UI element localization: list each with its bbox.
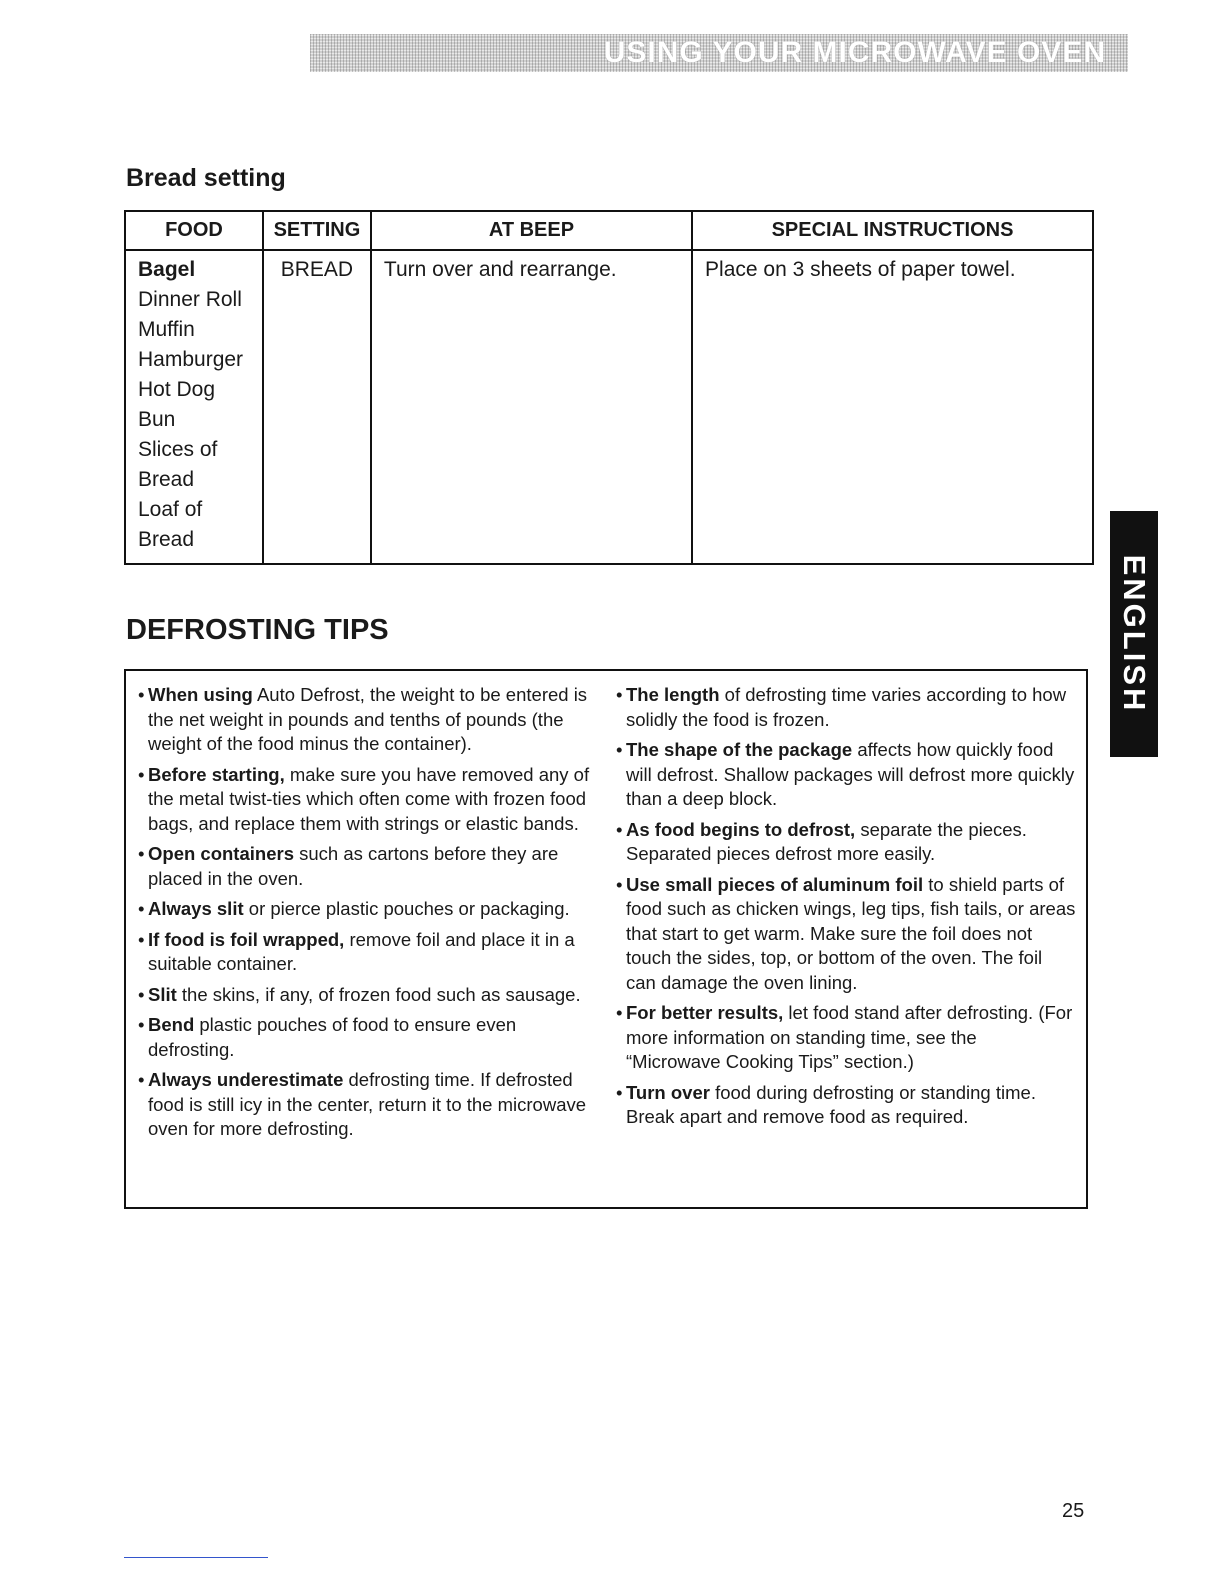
table-header-row (125, 211, 1093, 250)
tip-lead: Always underestimate (148, 1069, 344, 1090)
bullet: • (616, 1002, 623, 1023)
tip-lead: Turn over (626, 1081, 710, 1103)
food-item: Hot Dog (138, 378, 216, 401)
bullet: • (616, 1081, 623, 1103)
bullet: • (138, 684, 145, 705)
list-item (616, 683, 1076, 732)
bullet: • (138, 898, 145, 919)
list-item (616, 1081, 1076, 1130)
footer-divider (124, 1557, 268, 1558)
list-item (138, 1068, 606, 1142)
language-tab (1110, 511, 1158, 757)
tip-lead: As food begins to defrost, (626, 818, 856, 840)
food-item: Bread (138, 528, 195, 551)
tip-lead: When using (148, 684, 253, 705)
list-item (138, 1013, 606, 1062)
list-item (138, 842, 606, 891)
defrosting-tips-box (124, 669, 1088, 1209)
tip-text: food during defrosting or standing time. Break apart and remove food as required. (626, 1081, 1036, 1127)
tip-text: such as cartons before they are placed in the oven. (148, 843, 559, 889)
at-beep-cell: Turn over and rearrange. (371, 250, 692, 564)
food-item: Hamburger (138, 348, 244, 371)
tip-lead: Open containers (148, 843, 294, 864)
page-number: 25 (1062, 1500, 1085, 1522)
tip-text: remove foil and place it in a suitable container. (148, 928, 575, 974)
list-item (616, 738, 1076, 812)
bread-setting-table (124, 210, 1094, 565)
bullet: • (138, 928, 145, 950)
food-item: Bun (138, 408, 176, 431)
bullet: • (616, 818, 623, 840)
tip-lead: The length (626, 684, 720, 705)
tip-text: the skins, if any, of frozen food such as sausage. (176, 983, 581, 1005)
tip-lead: Use small pieces of aluminum foil (626, 873, 924, 895)
food-item: Bagel (138, 258, 196, 281)
bullet: • (138, 1014, 145, 1035)
tip-text: defrosting time. If defrosted food is still icy in the center, return it to the microwave oven for more defrosting. (148, 1069, 587, 1139)
tip-text: let food stand after defrosting. (For more information on standing time, see the “Microwave Cooking Tips” section.) (626, 1002, 1073, 1072)
list-item (138, 897, 606, 922)
tip-text: make sure you have removed any of the metal twist-ties which often come with frozen food bags, and replace them with strings or elastic bands. (148, 763, 590, 834)
tip-text: plastic pouches of food to ensure even defrosting. (148, 1014, 517, 1060)
section-banner (310, 34, 1128, 72)
list-item (138, 763, 606, 837)
tip-lead: Slit (148, 983, 177, 1005)
tip-lead: Always slit (148, 898, 244, 919)
banner-title: USING YOUR MICROWAVE OVEN (603, 36, 1106, 69)
food-cell (125, 250, 263, 564)
list-item (616, 818, 1076, 867)
food-item: Bread (138, 468, 195, 491)
tip-text: affects how quickly food will defrost. Shallow packages will defrost more quickly than a deep block. (626, 739, 1075, 809)
bullet: • (616, 684, 623, 705)
food-item: Dinner Roll (138, 288, 242, 311)
column-header-special-instructions: SPECIAL INSTRUCTIONS (692, 211, 1093, 250)
tip-text: to shield parts of food such as chicken wings, leg tips, fish tails, or areas that start to get warm. Make sure the foil does not touch the sides, top, or bottom of the oven. The foil can damage the oven lining. (626, 873, 1076, 993)
list-item (616, 873, 1076, 996)
bullet: • (616, 873, 623, 895)
list-item (138, 983, 606, 1008)
food-item: Slices of (138, 438, 218, 461)
list-item (138, 928, 606, 977)
bullet: • (138, 843, 145, 864)
bread-setting-title: Bread setting (126, 164, 286, 192)
column-header-setting: SETTING (263, 211, 371, 250)
tip-lead: For better results, (626, 1002, 784, 1023)
language-tab-label: ENGLISH (1117, 554, 1152, 714)
tip-lead: The shape of the package (626, 739, 853, 760)
tips-column-left (138, 683, 606, 1148)
tip-lead: If food is foil wrapped, (148, 928, 345, 950)
list-item (138, 683, 606, 757)
bullet: • (138, 1069, 145, 1090)
defrosting-tips-title: DEFROSTING TIPS (126, 614, 389, 646)
tip-text: of defrosting time varies according to how solidly the food is frozen. (626, 684, 1067, 730)
tips-column-right (616, 683, 1076, 1136)
bullet: • (138, 763, 145, 785)
list-item (616, 1001, 1076, 1075)
food-item: Muffin (138, 318, 195, 341)
tip-lead: Before starting, (148, 763, 285, 785)
column-header-at-beep: AT BEEP (371, 211, 692, 250)
tip-text: or pierce plastic pouches or packaging. (243, 898, 570, 919)
tip-text: separate the pieces. Separated pieces defrost more easily. (626, 818, 1027, 864)
setting-cell: BREAD (263, 250, 371, 564)
special-instructions-cell: Place on 3 sheets of paper towel. (692, 250, 1093, 564)
bullet: • (616, 739, 623, 760)
table-row (125, 250, 1093, 564)
bullet: • (138, 983, 145, 1005)
column-header-food: FOOD (125, 211, 263, 250)
tip-text: Auto Defrost, the weight to be entered is the net weight in pounds and tenths of pounds (the weight of the food minus the container). (148, 684, 588, 754)
tip-lead: Bend (148, 1014, 195, 1035)
food-item: Loaf of (138, 498, 203, 521)
